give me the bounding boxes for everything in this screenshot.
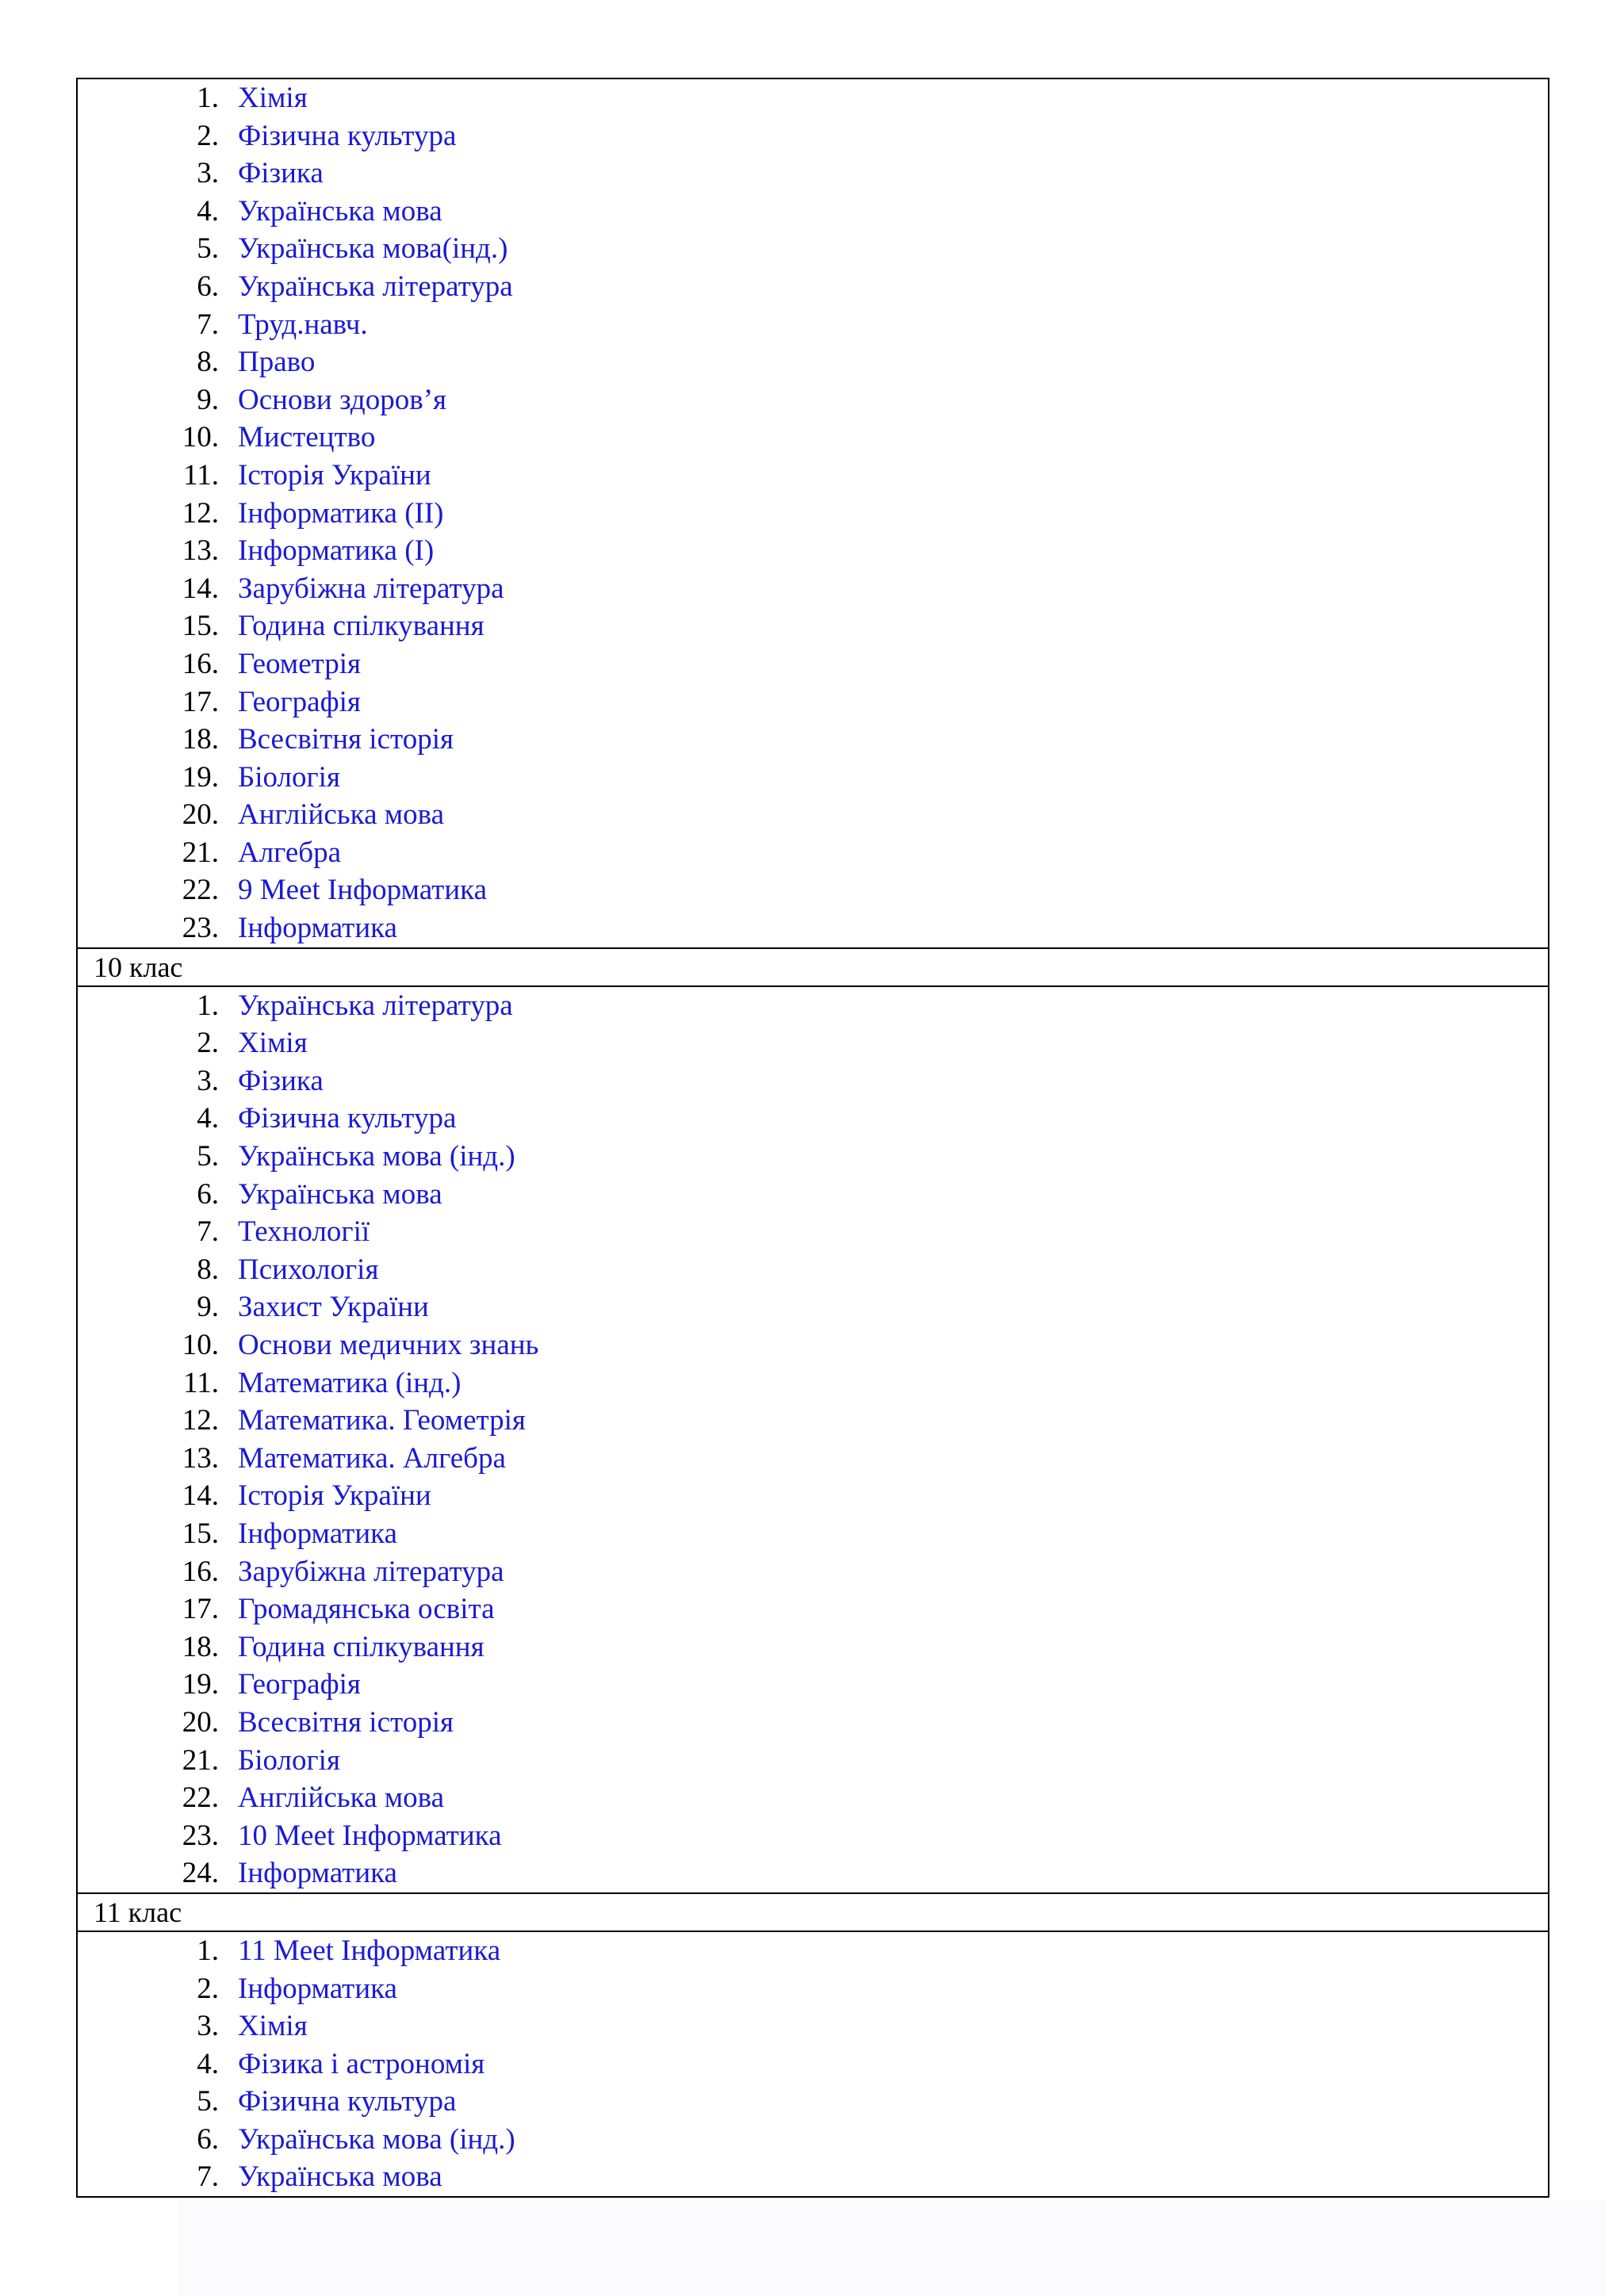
subject-item[interactable]	[78, 2158, 1548, 2196]
subject-item[interactable]	[78, 268, 1548, 306]
subject-list	[78, 79, 1548, 947]
item-number: 17.	[182, 685, 219, 718]
item-number: 15.	[182, 1517, 219, 1550]
subject-link[interactable]: Захист України	[238, 1291, 429, 1324]
subject-link[interactable]: Година спілкування	[238, 610, 485, 643]
subject-item[interactable]	[78, 2121, 1548, 2159]
item-number: 17.	[182, 1593, 219, 1626]
subject-link[interactable]: Психологія	[238, 1253, 379, 1286]
subject-list-row	[77, 986, 1549, 1893]
item-number: 10.	[182, 421, 219, 454]
item-number: 10.	[182, 1329, 219, 1361]
subject-item[interactable]	[78, 79, 1548, 117]
subject-item[interactable]	[78, 230, 1548, 268]
subject-link[interactable]: Математика (інд.)	[238, 1366, 462, 1399]
item-number: 16.	[182, 1555, 219, 1588]
subject-item[interactable]	[78, 570, 1548, 608]
subject-link[interactable]: Біологія	[238, 1743, 340, 1777]
subject-link[interactable]: Історія України	[238, 1479, 431, 1513]
subject-link[interactable]: Інформатика (II)	[238, 496, 444, 530]
subject-item[interactable]	[78, 1515, 1548, 1553]
subject-link[interactable]: Година спілкування	[238, 1630, 485, 1663]
subject-link[interactable]: Зарубіжна література	[238, 572, 504, 605]
subject-item[interactable]	[78, 343, 1548, 381]
class-header: 11 клас	[77, 1893, 1549, 1931]
subject-link[interactable]: Географія	[238, 1668, 361, 1701]
subject-link[interactable]: Інформатика (I)	[238, 534, 435, 568]
subject-link[interactable]: Географія	[238, 685, 361, 718]
subject-item[interactable]	[78, 1176, 1548, 1214]
item-number: 15.	[182, 610, 219, 643]
subject-link[interactable]: Інформатика	[238, 1857, 397, 1890]
subject-item[interactable]	[78, 645, 1548, 683]
class-header-row	[77, 1893, 1549, 1931]
subject-item[interactable]	[78, 909, 1548, 947]
item-number: 6.	[197, 270, 219, 303]
subject-item[interactable]	[78, 457, 1548, 495]
subject-link[interactable]: Українська література	[238, 989, 513, 1022]
subject-item[interactable]	[78, 759, 1548, 797]
subject-link[interactable]: Хімія	[238, 2010, 308, 2043]
subject-item[interactable]	[78, 607, 1548, 645]
subject-link[interactable]: Українська мова	[238, 194, 442, 228]
subject-item[interactable]	[78, 1402, 1548, 1440]
subject-item[interactable]	[78, 1779, 1548, 1817]
subject-link[interactable]: Фізика	[238, 1064, 324, 1097]
item-number: 23.	[182, 912, 219, 945]
subject-item[interactable]	[78, 155, 1548, 193]
subject-link[interactable]: Фізична культура	[238, 2085, 457, 2118]
item-number: 1.	[197, 82, 219, 114]
subject-link[interactable]: Технології	[238, 1215, 370, 1249]
item-number: 5.	[197, 2085, 219, 2118]
subject-item[interactable]	[78, 1062, 1548, 1100]
item-number: 1.	[197, 989, 219, 1022]
item-number: 19.	[182, 1668, 219, 1701]
item-number: 6.	[197, 2122, 219, 2156]
subject-item[interactable]	[78, 1817, 1548, 1855]
subject-link[interactable]: Хімія	[238, 1027, 308, 1060]
subject-link[interactable]: Інформатика	[238, 912, 397, 945]
item-number: 8.	[197, 1253, 219, 1286]
subject-item[interactable]	[78, 1742, 1548, 1780]
class-header-row	[77, 948, 1549, 986]
subject-item[interactable]	[78, 1364, 1548, 1402]
item-number: 13.	[182, 534, 219, 568]
subject-link[interactable]: Фізична культура	[238, 1102, 457, 1135]
subject-item[interactable]	[78, 1970, 1548, 2008]
item-number: 14.	[182, 572, 219, 605]
subject-item[interactable]	[78, 1704, 1548, 1742]
subject-item[interactable]	[78, 495, 1548, 533]
subject-link[interactable]: Громадянська освіта	[238, 1593, 495, 1626]
item-number: 6.	[197, 1177, 219, 1211]
page-bottom-shade	[178, 2200, 1606, 2296]
subject-item[interactable]	[78, 1854, 1548, 1892]
class-header: 10 клас	[77, 948, 1549, 986]
item-number: 21.	[182, 836, 219, 869]
subject-item[interactable]	[78, 1477, 1548, 1515]
subject-item[interactable]	[78, 987, 1548, 1025]
subject-list-cell	[77, 1931, 1549, 2197]
subject-item[interactable]	[78, 2007, 1548, 2045]
subject-link[interactable]: Біологія	[238, 760, 340, 794]
item-number: 22.	[182, 1781, 219, 1815]
subject-list	[78, 987, 1548, 1892]
subject-link[interactable]: 9 Meet Інформатика	[238, 874, 487, 907]
subject-link[interactable]: Фізична культура	[238, 119, 457, 152]
subject-link[interactable]: 11 Meet Інформатика	[238, 1934, 501, 1967]
item-number: 21.	[182, 1743, 219, 1777]
subject-item[interactable]	[78, 2045, 1548, 2084]
subject-item[interactable]	[78, 306, 1548, 344]
item-number: 5.	[197, 232, 219, 266]
subject-item[interactable]	[78, 1932, 1548, 1970]
item-number: 1.	[197, 1934, 219, 1967]
subject-link[interactable]: Всесвітня історія	[238, 1705, 454, 1739]
subject-link[interactable]: Англійська мова	[238, 798, 445, 832]
subject-item[interactable]	[78, 1553, 1548, 1591]
subject-link[interactable]: Алгебра	[238, 836, 342, 869]
subject-item[interactable]	[78, 1024, 1548, 1062]
subject-item[interactable]	[78, 871, 1548, 909]
subject-item[interactable]	[78, 117, 1548, 155]
subject-item[interactable]	[78, 419, 1548, 457]
item-number: 7.	[197, 308, 219, 341]
item-number: 8.	[197, 346, 219, 379]
item-number: 13.	[182, 1441, 219, 1475]
subject-item[interactable]	[78, 1288, 1548, 1326]
item-number: 24.	[182, 1857, 219, 1890]
subject-link[interactable]: Труд.навч.	[238, 308, 368, 341]
subject-list-cell	[77, 78, 1549, 948]
subject-link[interactable]: 10 Meet Інформатика	[238, 1819, 502, 1852]
subject-item[interactable]	[78, 683, 1548, 721]
subject-link[interactable]: Українська мова (інд.)	[238, 2122, 515, 2156]
subject-link[interactable]: Українська мова	[238, 2160, 442, 2194]
subject-item[interactable]	[78, 1251, 1548, 1289]
subject-item[interactable]	[78, 721, 1548, 759]
subject-item[interactable]	[78, 796, 1548, 834]
item-number: 2.	[197, 1027, 219, 1060]
item-number: 4.	[197, 1102, 219, 1135]
subject-item[interactable]	[78, 1100, 1548, 1138]
item-number: 5.	[197, 1140, 219, 1173]
subject-item[interactable]	[78, 2083, 1548, 2121]
subject-link[interactable]: Українська література	[238, 270, 513, 303]
subject-link[interactable]: Всесвітня історія	[238, 723, 454, 756]
subject-link[interactable]: Математика. Геометрія	[238, 1404, 526, 1437]
subject-link[interactable]: Українська мова(інд.)	[238, 232, 508, 266]
subject-link[interactable]: Хімія	[238, 82, 308, 114]
subject-link[interactable]: Основи медичних знань	[238, 1329, 539, 1361]
subject-link[interactable]: Історія України	[238, 458, 431, 492]
subject-link[interactable]: Інформатика	[238, 1972, 397, 2005]
item-number: 9.	[197, 383, 219, 416]
subject-link[interactable]: Математика. Алгебра	[238, 1441, 506, 1475]
item-number: 3.	[197, 1064, 219, 1097]
subject-link[interactable]: Українська мова	[238, 1177, 442, 1211]
item-number: 3.	[197, 2010, 219, 2043]
subject-item[interactable]	[78, 1326, 1548, 1364]
item-number: 4.	[197, 194, 219, 228]
item-number: 7.	[197, 2160, 219, 2194]
item-number: 9.	[197, 1291, 219, 1324]
item-number: 23.	[182, 1819, 219, 1852]
subject-link[interactable]: Право	[238, 346, 316, 379]
subject-link[interactable]: Геометрія	[238, 647, 362, 680]
subject-list-cell	[77, 986, 1549, 1893]
item-number: 11.	[183, 458, 219, 492]
item-number: 4.	[197, 2047, 219, 2080]
item-number: 20.	[182, 798, 219, 832]
item-number: 12.	[182, 1404, 219, 1437]
item-number: 16.	[182, 647, 219, 680]
subject-item[interactable]	[78, 193, 1548, 231]
item-number: 2.	[197, 119, 219, 152]
subject-item[interactable]	[78, 532, 1548, 570]
subject-item[interactable]	[78, 1590, 1548, 1628]
subject-item[interactable]	[78, 1213, 1548, 1251]
subject-item[interactable]	[78, 1138, 1548, 1176]
subject-link[interactable]: Англійська мова	[238, 1781, 445, 1815]
subject-link[interactable]: Основи здоров’я	[238, 383, 447, 416]
subject-list-row	[77, 1931, 1549, 2197]
subject-list-row	[77, 78, 1549, 948]
item-number: 18.	[182, 723, 219, 756]
item-number: 20.	[182, 1705, 219, 1739]
item-number: 14.	[182, 1479, 219, 1513]
subject-item[interactable]	[78, 381, 1548, 419]
item-number: 22.	[182, 874, 219, 907]
item-number: 19.	[182, 760, 219, 794]
subject-link[interactable]: Фізика	[238, 157, 324, 190]
subject-link[interactable]: Мистецтво	[238, 421, 376, 454]
item-number: 12.	[182, 496, 219, 530]
item-number: 3.	[197, 157, 219, 190]
subject-link[interactable]: Зарубіжна література	[238, 1555, 504, 1588]
item-number: 7.	[197, 1215, 219, 1249]
item-number: 11.	[183, 1366, 219, 1399]
subject-link[interactable]: Фізика і астрономія	[238, 2047, 485, 2080]
subject-list	[78, 1932, 1548, 2196]
subject-item[interactable]	[78, 834, 1548, 872]
subject-item[interactable]	[78, 1666, 1548, 1704]
subject-link[interactable]: Інформатика	[238, 1517, 397, 1550]
subject-link[interactable]: Українська мова (інд.)	[238, 1140, 515, 1173]
item-number: 18.	[182, 1630, 219, 1663]
item-number: 2.	[197, 1972, 219, 2005]
subjects-table	[76, 78, 1549, 2198]
subject-item[interactable]	[78, 1440, 1548, 1478]
subject-item[interactable]	[78, 1628, 1548, 1667]
